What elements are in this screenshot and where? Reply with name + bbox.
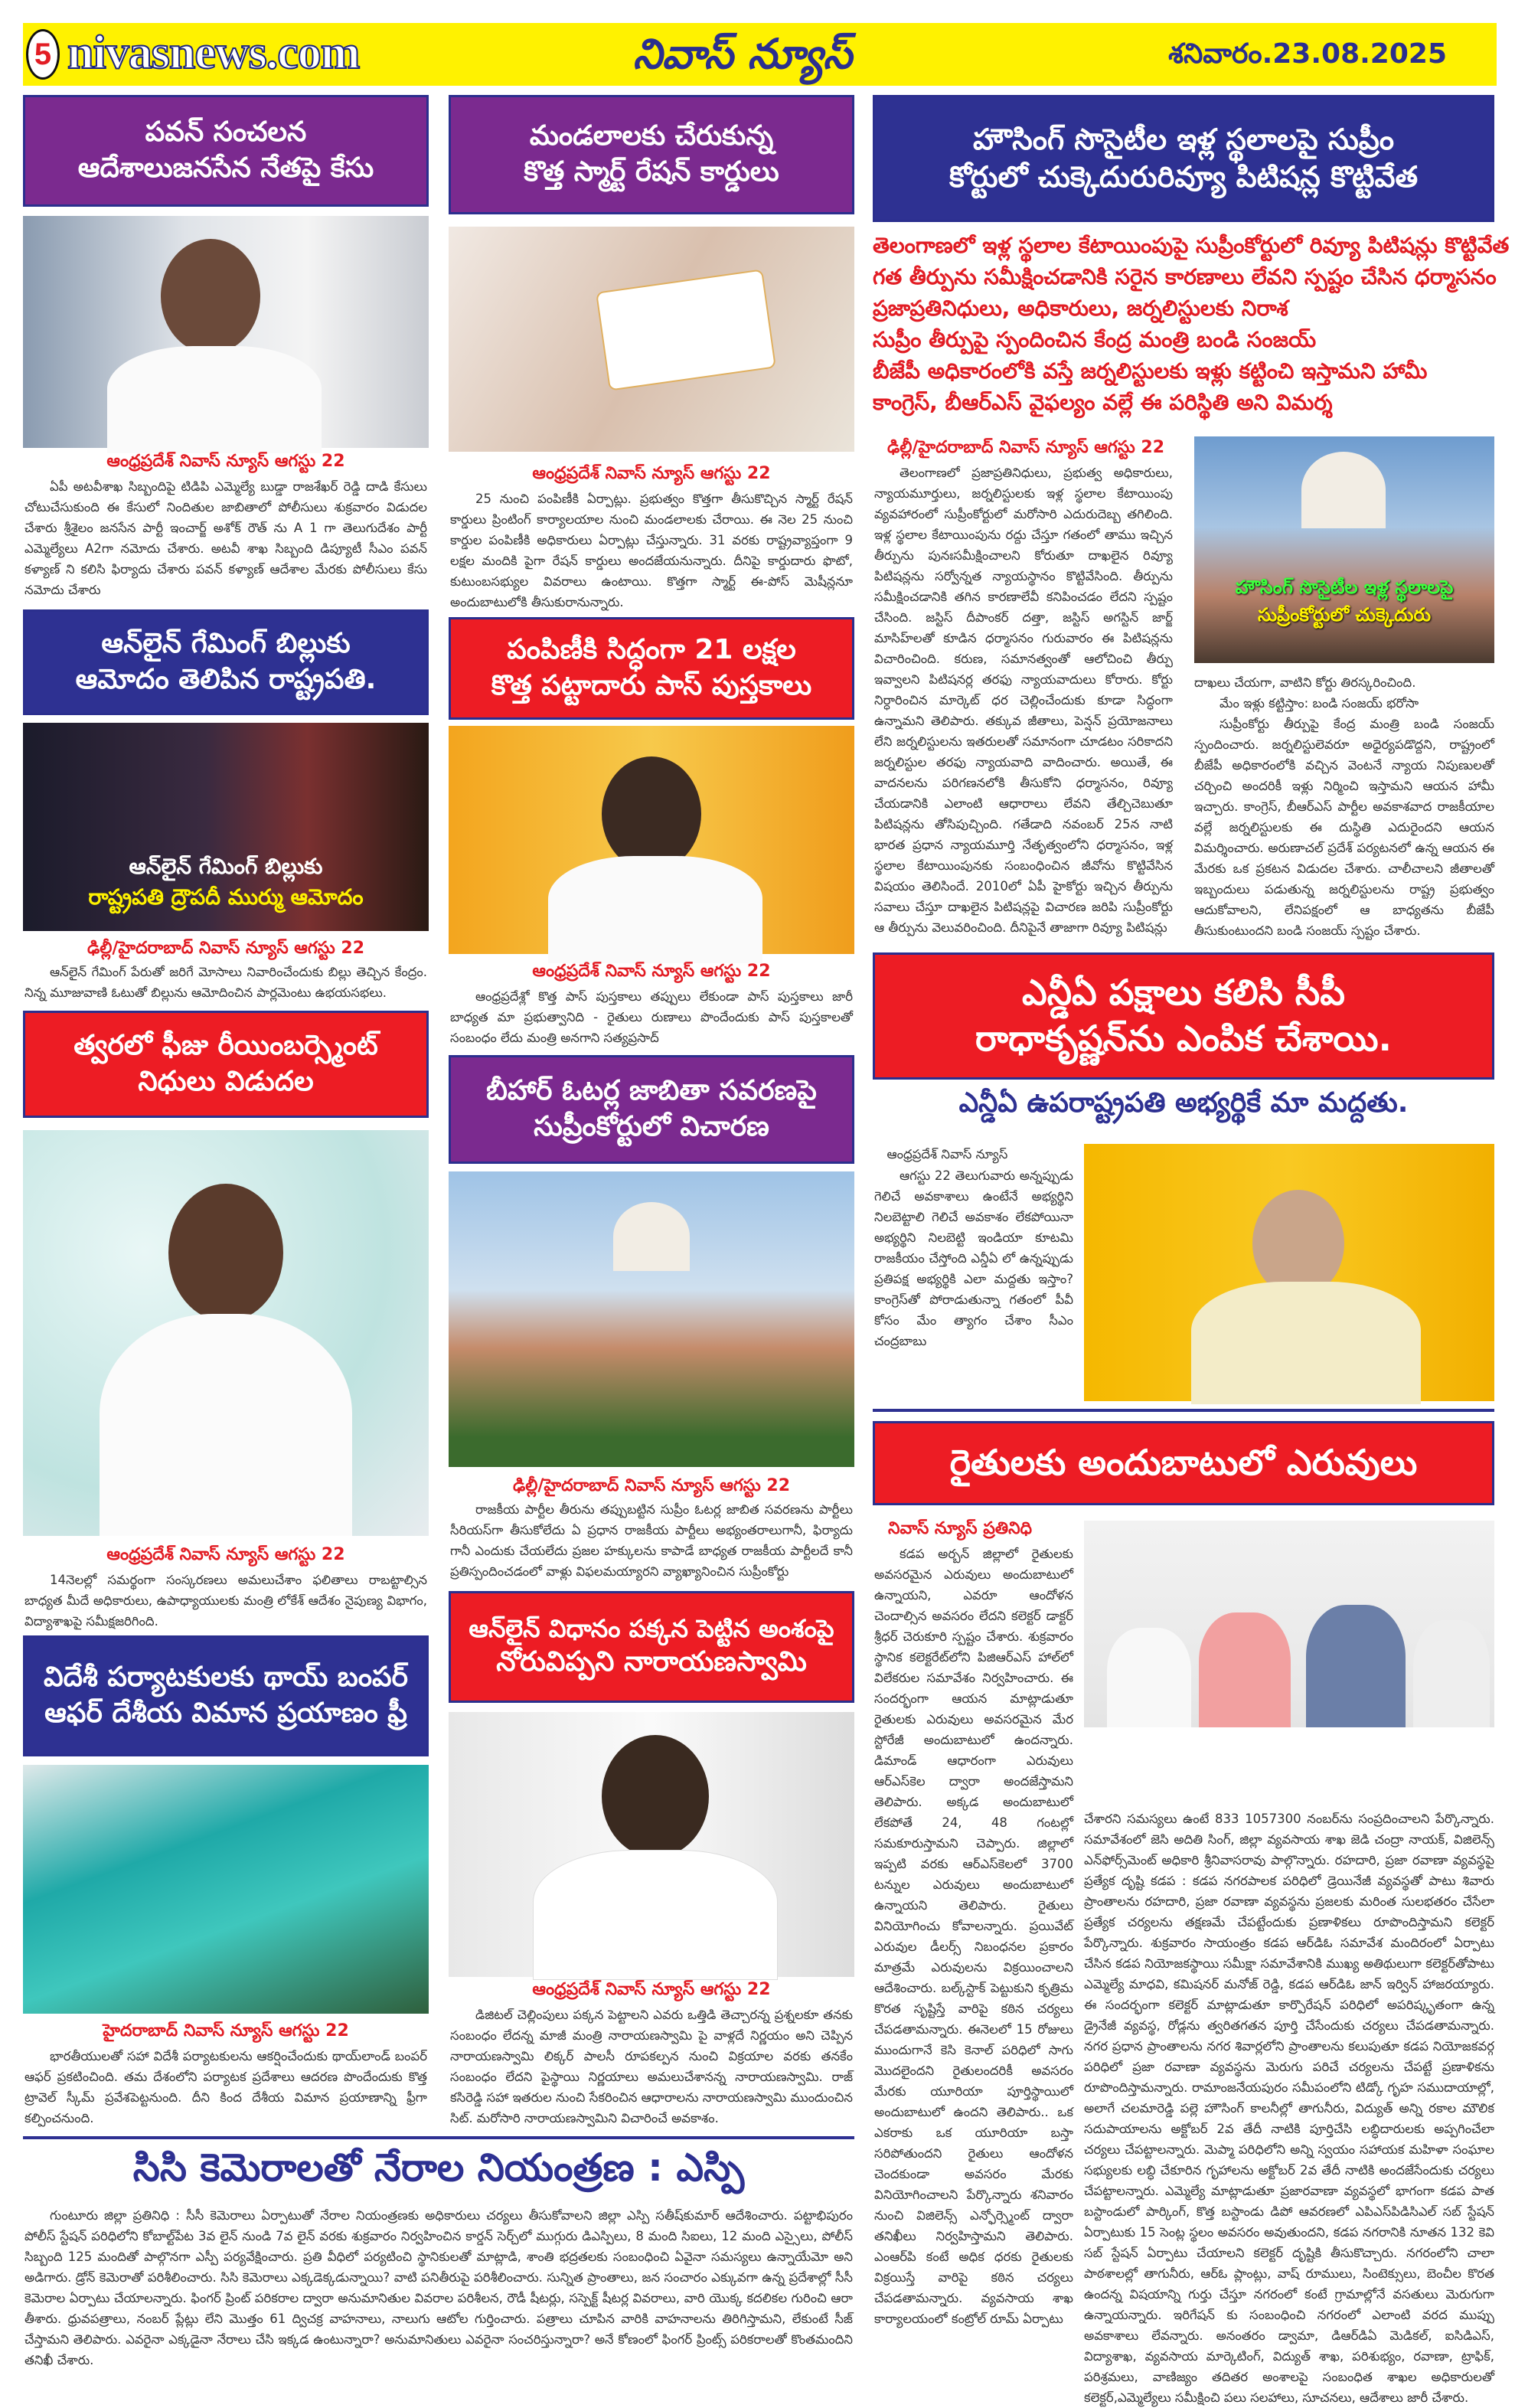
article-body: ఆంధ్రప్రదేశ్లో కొత్త పాస్ పుస్తకాలు తప్పులు లేకుండా పాస్ పుస్తకాలు జారీ బాధ్యత మా ప్రభుత్వానిది - రైతులు రుణాలు పొందేందుకు పాస్ పుస్తకాలతో సంబంధం లేదు మంత్రి అనగాని సత్యప్రసాద్ xyxy=(450,989,853,1045)
headline-line: ఆఫర్ దేశీయ విమాన ప్రయాణం ఫ్రీ xyxy=(44,1697,407,1729)
article-body: దాఖలు చేయగా, వాటిని కోర్టు తిరస్కరించింది. xyxy=(1194,675,1416,690)
headline-bihar-voters xyxy=(449,1055,854,1164)
headline-line: ఆదేశాలుజనసేన నేతపై కేసు xyxy=(77,152,374,184)
gaming-photo xyxy=(23,723,429,931)
headline-cc-cameras: సిసి కెమెరాలతో నేరాల నియంత్రణ : ఎస్పి xyxy=(132,2145,745,2190)
article-body: ఆన్‌లైన్ గేమింగ్ పేరుతో జరిగే మోసాలు నివారించేందుకు బిల్లు తెచ్చిన కేంద్రం. నిన్న మూజువాణి ఓటుతో బిల్లును ఆమోదించిన పార్లమెంటు ఉభయసభలు. xyxy=(24,965,427,1000)
article-body: ఆగస్టు 22 తెలుగువారు అన్నప్పుడు గెలిచే అవకాశాలు ఉంటేనే అభ్యర్థిని నిలబెట్టాలి గెలిచే అవకాశం లేకపోయినా అభ్యర్థిని నిలబెట్టి ఇండియా కూటమి రాజకీయం చేస్తోంది ఎన్డీఏ లో ఉన్నప్పుడు ప్రతిపక్ష అభ్యర్థికి ఎలా మద్దతు ఇస్తాం? కాంగ్రెస్‌తో పోరాడుతున్నా గతంలో పీవీ కోసం మేం త్యాగం చేశాం సీఎం చంద్రబాబు xyxy=(874,1168,1073,1348)
headline-line: పంపిణీకి సిద్ధంగా 21 లక్షల xyxy=(507,634,796,666)
subhead: కాంగ్రెస్, బీఆర్ఎస్ వైఫల్యం వల్లే ఈ పరిస్థితి అని విమర్శ xyxy=(873,390,1333,415)
ration-card-photo xyxy=(449,227,854,452)
supreme-court-photo xyxy=(449,1171,854,1467)
headline-housing-societies xyxy=(873,95,1494,222)
dateline: ఢిల్లీ/హైదరాబాద్ నివాస్ న్యూస్ ఆగస్టు 22 xyxy=(87,939,365,958)
headline-pawan xyxy=(23,95,429,207)
headline-line: కొత్త పట్టాదారు పాస్ పుస్తకాలు xyxy=(491,670,812,701)
article-body: చేశారని సమస్యలు ఉంటే 833 1057300 నంబర్‌ను సంప్రదించాలని పేర్కొన్నారు. సమావేశంలో జెసి అదితి సింగ్, జిల్లా వ్యవసాయ శాఖ జెడి చంద్రా నాయక్, విజిలెన్స్ ఎన్‌ఫోర్స్‌మెంట్ అధికారి శ్రీనివాసరావు పాల్గొన్నారు. రహదారి, ప్రజా రవాణా వ్యవస్థపై ప్రత్యేక దృష్టి కడప : కడప నగరపాలక పరిధిలో డ్రెయినేజీ వ్యవస్థతో పాటు శివారు ప్రాంతాలను రహదారి, ప్రజా రవాణా వ్యవస్థను ప్రజలకు మరింత సులభతరం చేసేలా ప్రత్యేక చర్యలను తక్షణమే చేపట్టేందుకు ప్రణాళికలు రూపొందిస్తామని కలెక్టర్ పేర్కొన్నారు. శుక్రవారం సాయంత్రం కడప ఆర్‌డిఓ సమావేశ మందిరంలో ఏర్పాటు చేసిన కడప నియోజకస్థాయి సమీక్షా సమావేశానికి ముఖ్య అతిథులుగా కలెక్టర్‌తోపాటు ఎమ్మెల్యే మాధవి, కమిషనర్ మనోజ్ రెడ్డి, కడప ఆర్‌డిఓ జాన్ ఇర్విన్ హాజరయ్యారు. ఈ సందర్భంగా కలెక్టర్ మాట్లాడుతూ కార్పొరేషన్ పరిధిలో అపరిష్కృతంగా ఉన్న డ్రైనేజీ వ్యవస్థ, రోడ్లను త్వరితగతన పూర్తి చేసేందుకు చర్యలు చేపడతామన్నారు. నగర ప్రధాన ప్రాంతాలను నగర శివార్లలోని ప్రాంతాలను కలుపుతూ కడప నియోజకవర్గ పరిధిలో ప్రజా రవాణా వ్యవస్థను మెరుగు పరిచే చర్యలను చేపట్టే ప్రణాళికను రూపొందిస్తామన్నారు. రామాంజనేయపురం సమీపంలోని టిడ్కో గృహ సముదాయాల్లో, అలాగే చలమారెడ్డి పల్లె హౌసింగ్ కాలనీల్లో తాగునీరు, విద్యుత్ అన్ని రకాల మౌలిక సదుపాయాలను అక్టోబర్ 2వ తేదీ నాటికి పూర్తిచేసి లబ్ధిదారులకు అప్పగించేలా చర్యలు చేపట్టాలన్నారు. మెప్మా పరిధిలోని అన్ని స్వయం సహాయక మహిళా సంఘాల సభ్యులకు లబ్ధి చేకూరిన గృహాలను అక్టోబర్ 2వ తేదీ నాటికి అందజేసేందుకు చర్యలు చేపట్టాలన్నారు. ఎమ్మెల్యే మాట్లాడుతూ ప్రజారవాణా వ్యవస్థలో భాగంగా కడప పాత బస్టాండులో పార్కింగ్, కొత్త బస్టాండు డిపో ఆవరణలో ఎపిఎస్‌పిడిసిఎల్ సబ్ స్టేషన్ ఏర్పాటుకు 15 సెంట్ల స్థలం అవసరం అవుతుందని, కడప నగరానికి నూతన 132 కెవి సబ్ స్టేషన్ ఏర్పాటు చేయాలని కలెక్టర్ దృష్టికి తీసుకొచ్చారు. నగరంలోని చాలా పాఠశాలల్లో తాగునీరు, ఆర్ఓ ప్లాంట్లు, వాష్ రూములు, సింటెక్సులు, బెంచీల కొరత ఉందన్న విషయాన్ని గుర్తు చేస్తూ నగరంలో కంటే గ్రామాల్లోనే వసతులు మెరుగుగా ఉన్నాయన్నారు. ఇరిగేషన్ కు సంబంధించి నగరంలో ఎలాంటి వరద ముప్పు అవకాశాలు లేవన్నారు. అనంతరం డ్వామా, డిఆర్‌డిఏ మెడికల్, ఐసిడిఎస్, విద్యాశాఖ, వ్యవసాయ మార్కెటింగ్, విద్యుత్ శాఖ, పరిశుభ్యం, రవాణా, ట్రాఫిక్, పరిశ్రమలు, వాణిజ్యం తదితర అంశాలపై సంబంధిత శాఖల అధికారులతో కలెక్టర్,ఎమ్మెల్యేలు సమీక్షించి పలు సలహాలు, సూచనలు, ఆదేశాలు జారీ చేశారు. xyxy=(1084,1812,1494,2405)
headline-nda-radhakrishnan xyxy=(873,952,1494,1080)
headline-line: ఎన్డీఏ పక్షాలు కలిసి సీపీ xyxy=(1022,972,1345,1014)
dateline: ఆంధ్రప్రదేశ్ నివాస్ న్యూస్ ఆగస్టు 22 xyxy=(532,464,771,483)
dateline: ఆంధ్రప్రదేశ్ నివాస్ న్యూస్ ఆగస్టు 22 xyxy=(106,452,345,471)
headline-line: నిధులు విడుదల xyxy=(138,1066,314,1097)
press-meet-photo xyxy=(1084,1521,1494,1799)
dateline: నివాస్ న్యూస్ ప్రతినిధి xyxy=(888,1519,1033,1538)
article-body: రాజకీయ పార్టీల తీరును తప్పుబట్టిన సుప్రీం ఓటర్ల జాబిత సవరణను పార్టీలు సీరియస్‌గా తీసుకోలేదు ఏ ప్రధాన రాజకీయ పార్టీలు అభ్యంతరాలుగానీ, ఫిర్యాదు గానీ ఎందుకు చేయలేదు ప్రజల హక్కులను కాపాడే బాధ్యత రాజకీయ పార్టీలదే కానీ ప్రతిస్పందించడంలో వాళ్లు విఫలమయ్యారని వ్యాఖ్యానించిన సుప్రీంకోర్టు xyxy=(450,1502,853,1579)
headline-narayanaswamy xyxy=(449,1591,854,1703)
headline-line: సుప్రీంకోర్టులో విచారణ xyxy=(534,1111,769,1142)
article-body: 14నెలల్లో సమర్థంగా సంస్కరణలు అమలుచేశాం ఫలితాలు రాబట్టాల్సిన బాధ్యత మీదే అధికారులు, ఉపాధ్యాయులకు మంత్రి లోకేశ్ ఆదేశం నైపుణ్య విభాగం, విద్యాశాఖపై సమీక్షజరిగింది. xyxy=(24,1573,427,1629)
article-body: తెలంగాణలో ప్రజాప్రతినిధులు, ప్రభుత్వ అధికారులు, న్యాయమూర్తులు, జర్నలిస్టులకు ఇళ్ల స్థలాల కేటాయింపు వ్యవహారంలో సుప్రీంకోర్టులో మరోసారి ఎదురుదెబ్బ తగిలింది. ఇళ్ల స్థలాల కేటాయింపును రద్దు చేస్తూ గతంలో తాము ఇచ్చిన తీర్పును పునఃసమీక్షించాలని కోరుతూ దాఖలైన రివ్యూ పిటిషన్లను సర్వోన్నత న్యాయస్థానం కొట్టివేసింది. తీర్పును సమీక్షించడానికి తగిన కారణాలేవీ కనిపించడం లేదని స్పష్టం చేసింది. జస్టిస్ దీపాంకర్ దత్తా, జస్టిస్ అగస్టిన్ జార్జ్ మాసిహ్‌లతో కూడిన ధర్మాసనం గురువారం ఈ పిటిషన్లను విచారించింది. కరుణ, సమానత్వంతో ఆలోచించి తీర్పు ఇవ్వాలని పిటిషనర్ల తరఫు న్యాయవాదులు కోరారు. కోర్టు నిర్ధారించిన మార్కెట్ ధర చెల్లించేందుకు కూడా సిద్ధంగా ఉన్నామని తెలిపారు. తక్కువ జీతాలు, పెన్షన్ ప్రయోజనాలు లేని జర్నలిస్టులను ఇతరులతో సమానంగా చూడటం సరికాదని జర్నలిస్టుల తరఫు న్యాయవాది వాదించారు. అయితే, ఈ వాదనలను పరిగణనలోకి తీసుకోని ధర్మాసనం, రివ్యూ చేయడానికి ఎలాంటి ఆధారాలు లేవని తేల్చిచెబుతూ పిటిషన్లను తోసిపుచ్చింది. గతేడాది నవంబర్ 25న నాటి భారత ప్రధాన న్యాయమూర్తి నేతృత్వంలోని ధర్మాసనం, ఇళ్ల స్థలాల కేటాయింపునకు సంబంధించిన జీవోను కొట్టివేసిన విషయం తెలిసిందే. 2010లో ఏపీ హైకోర్టు ఇచ్చిన తీర్పును సవాలు చేస్తూ దాఖలైన పిటిషన్లపై విచారణ జరిపి సుప్రీంకోర్టు ఆ తీర్పును వెలువరించింది. దీనిపైనే తాజాగా రివ్యూ పిటిషన్లు xyxy=(874,466,1173,935)
subhead: ప్రజాప్రతినిధులు, అధికారులు, జర్నలిస్టులకు నిరాశ xyxy=(873,296,1288,321)
headline-fee-reimbursement xyxy=(23,1011,429,1118)
headline-line: పవన్ సంచలన xyxy=(145,116,307,149)
issue-date: శనివారం.23.08.2025 xyxy=(1168,38,1447,70)
article-body: భారతీయులతో సహా విదేశీ పర్యాటకులను ఆకర్షించేందుకు థాయ్‌లాండ్ బంపర్ ఆఫర్ ప్రకటించింది. తమ దేశంలోని పర్యాటక ప్రదేశాలు ఆదరణ పొందేందుకు కొత్త ట్రావెల్ స్కీమ్ ప్రవేశపెట్టనుంది. దీని కింద దేశీయ విమాన ప్రయాణాన్ని ఫ్రీగా కల్పించనుంది. xyxy=(24,2049,427,2125)
article-body: ఏపీ అటవీశాఖ సిబ్బందిపై టిడిపి ఎమ్మెల్యే బుడ్డా రాజశేఖర్ రెడ్డి దాడి కేసులు చోటుచేసుకుంది ఈ కేసులో నిందితుల జాబితాలో పోలీసులు శుక్రవారం విడుదల చేశారు శ్రీశైలం జనసేన పార్టీ ఇంచార్జ్ అశోక్ రౌత్ ను A 1 గా తెలుగుదేశం పార్టీ ఎమ్మెల్యేలు A2గా నమోదు చేశారు. అటవీ శాఖ సిబ్బంది డిప్యూటీ సీఎం పవన్ కళ్యాణ్ ని కలిసి ఫిర్యాదు చేశారు పవన్ కళ్యాణ్ ఆదేశాల మేరకు పోలీసులు కేసు నమోదు చేశారు xyxy=(24,479,427,597)
image-caption: సుప్రీంకోర్టులో చుక్కెదురు xyxy=(1257,604,1431,626)
headline-line: రైతులకు అందుబాటులో ఎరువులు xyxy=(949,1442,1418,1484)
headline-fertilizers xyxy=(873,1421,1494,1505)
headline-line: త్వరలో ఫీజు రీయింబర్స్మెంట్ xyxy=(73,1030,378,1062)
pawan-photo xyxy=(23,216,429,448)
subheads xyxy=(873,230,1510,418)
article-body: 25 నుంచి పంపిణీకి ఏర్పాట్లు. ప్రభుత్వం కొత్తగా తీసుకొచ్చిన స్మార్ట్ రేషన్ కార్డులు ప్రింటింగ్ కార్యాలయాల నుంచి మండలాలకు చేరాయి. ఈ నెల 25 నుంచి కార్డుల పంపిణీకి అధికారులు ఏర్పాట్లు చేస్తున్నారు. 31 వరకు రాష్ట్రవ్యాప్తంగా 9 లక్షల మందికి పైగా రేషన్ కార్డులు అందజేయనున్నారు. దీనిపై కార్డుదారు ఫొటో, కుటుంబసభ్యుల వివరాలు ఉంటాయి. కొత్తగా స్మార్ట్ ఈ-పోస్ మెషీన్లనూ అందుబాటులోకి తీసుకురానున్నారు. xyxy=(450,492,853,609)
image-caption: ఆన్‌లైన్ గేమింగ్ బిల్లుకు xyxy=(129,854,323,879)
supreme-court-photo xyxy=(1194,436,1494,663)
headline-pass-books xyxy=(449,617,854,720)
lokesh-photo xyxy=(23,1130,429,1536)
dateline: ఆంధ్రప్రదేశ్ నివాస్ న్యూస్ ఆగస్టు 22 xyxy=(532,1980,771,1999)
subhead: సుప్రీం తీర్పుపై స్పందించిన కేంద్ర మంత్రి బండి సంజయ్ xyxy=(873,327,1317,352)
beach-photo xyxy=(23,1765,429,2014)
page-number: 5 xyxy=(26,29,60,80)
headline-line: హౌసింగ్ సొసైటీల ఇళ్ల స్థలాలపై సుప్రీం xyxy=(972,122,1395,156)
divider xyxy=(873,1409,1494,1412)
article-body: గుంటూరు జిల్లా ప్రతినిధి : సీసీ కెమెరాలు ఏర్పాటుతో నేరాల నియంత్రణకు అధికారులు చర్యలు తీసుకోవాలని జిల్లా ఎస్పి సతీష్‌కుమార్ ఆదేశించారు. పట్టాభిపురం పోలీస్ స్టేషన్ పరిధిలోని కోబాల్ట్‌పేట 3వ లైన్ నుండి 7వ లైన్ వరకు శుక్రవారం నిర్వహించిన కార్డన్ సెర్చ్‌లో ముగ్గురు డిఎస్పిలు, 8 మంది సిఐలు, 12 మంది ఎస్సైలు, పోలీస్ సిబ్బంది 125 మందితో పాల్గొనగా ఎస్పీ పర్యవేక్షించారు. ప్రతి వీధిలో పర్యటించి స్థానికులతో మాట్లాడి, శాంతి భద్రతలకు సంబంధించి ఏవైనా సమస్యలు ఉన్నాయేమో అని అడిగారు. డ్రోన్ కెమెరాతో పరిశీలించారు. సిసి కెమెరాలు ఎక్కడెక్కడున్నాయి? వాటి పనితీరుపై పరిశీలించారు. సున్నిత ప్రాంతాలు, జన సంచారం ఎక్కువగా ఉన్న ప్రదేశాల్లో సీసీ కెమెరాల ఏర్పాటు చేయాలన్నారు. ఫింగర్ ప్రింట్ పరికరాల ద్వారా అనుమానితుల వివరాల పరిశీలన, రౌడీ షీటర్లు, సస్పెక్ట్ షీటర్ల వివరాలు, వారి యొక్క కదలికల గురించి ఆరా తీశారు. ధ్రువపత్రాలు, నంబర్ ప్లేట్లు లేని మొత్తం 61 ద్విచక్ర వాహనాలు, నాలుగు ఆటోల గుర్తించారు. పత్రాలు చూపిన వారికి వాహనాలను తిరిగిస్తామని, లేకుంటే సీజ్ చేస్తామని తెలిపారు. ఎవరైనా ఎక్కడైనా నేరాలు చేసి ఇక్కడ ఉంటున్నారా? అనుమానితులు ఎవరైనా సంచరిస్తున్నారా? అనే కోణంలో ఫింగర్ ప్రింట్స్ పరికరాలతో కొంతమందిని తనిఖీ చేశారు. xyxy=(24,2208,854,2367)
headline-line: రాధాకృష్ణన్‌ను ఎంపిక చేశాయి. xyxy=(975,1018,1392,1059)
dateline: ఆంధ్రప్రదేశ్ నివాస్ న్యూస్ ఆగస్టు 22 xyxy=(106,1545,345,1564)
headline-line: బీహార్ ఓటర్ల జాబితా సవరణపై xyxy=(486,1075,817,1107)
chandrababu-photo xyxy=(1084,1144,1494,1401)
subhead: ఎన్డీఏ ఉపరాష్ట్రపతి అభ్యర్థికే మా మద్దతు. xyxy=(958,1087,1409,1119)
image-caption: హౌసింగ్ సొసైటీల ఇళ్ల స్థలాలపై xyxy=(1235,577,1454,598)
headline-line: ఆన్‌లైన్ విధానం పక్కన పెట్టిన అంశంపై xyxy=(469,1613,834,1643)
article-body-right xyxy=(1194,672,1494,946)
dateline: ఆంధ్రప్రదేశ్ నివాస్ న్యూస్ ఆగస్టు 22 xyxy=(532,962,771,981)
headline-line: ఆమోదం తెలిపిన రాష్ట్రపతి. xyxy=(75,664,377,695)
minister-photo xyxy=(449,726,854,954)
headline-thailand-offer xyxy=(23,1635,429,1756)
article-body: సుప్రీంకోర్టు తీర్పుపై కేంద్ర మంత్రి బండి సంజయ్ స్పందించారు. జర్నలిస్టులెవరూ అధైర్యపడొద్దని, రాష్ట్రంలో బీజేపీ అధికారంలోకి వచ్చిన వెంటనే న్యాయ నిపుణులతో చర్చించి అందరికీ ఇళ్లు నిర్మించి ఇస్తామని ఆయన హామీ ఇచ్చారు. కాంగ్రెస్, బీఆర్ఎస్ పార్టీల అవకాశవాద రాజకీయాల వల్లే జర్నలిస్టులకు ఈ దుస్థితి ఎదురైందని ఆయన విమర్శించారు. అరుణాచల్ ప్రదేశ్ పర్యటనలో ఉన్న ఆయన ఈ మేరకు ఒక ప్రకటన విడుదల చేశారు. చాలీచాలని జీతాలతో ఇబ్బందులు పడుతున్న జర్నలిస్టులను రాష్ట్ర ప్రభుత్వం ఆదుకోవాలని, లేనిపక్షంలో ఆ బాధ్యతను బీజేపీ తీసుకుంటుందని బండి సంజయ్ స్పష్టం చేశారు. xyxy=(1194,717,1494,938)
article-body: కడప అర్బన్ జిల్లాలో రైతులకు అవసరమైన ఎరువులు అందుబాటులో ఉన్నాయని, ఎవరూ ఆందోళన చెందాల్సిన అవసరం లేదని కలెక్టర్ డాక్టర్ శ్రీధర్ చెరుకూరి స్పష్టం చేశారు. శుక్రవారం స్థానిక కలెక్టరేట్‌లోని పిజిఆర్ఎస్ హాల్‌లో విలేకరుల సమావేశం నిర్వహించారు. ఈ సందర్భంగా ఆయన మాట్లాడుతూ రైతులకు ఎరువులు అవసరమైన మేర స్టోరేజీ అందుబాటులో ఉందన్నారు. డిమాండ్ ఆధారంగా ఎరువులు ఆర్ఎస్‌కెల ద్వారా అందజేస్తామని తెలిపారు. అక్కడ అందుబాటులో లేకపోతే 24, 48 గంటల్లో సమకూరుస్తామని చెప్పారు. జిల్లాలో ఇప్పటి వరకు ఆర్ఎస్‌కెలలో 3700 టన్నుల ఎరువులు అందుబాటులో ఉన్నాయని తెలిపారు. రైతులు వినియోగించు కోవాలన్నారు. ప్రయివేట్ ఎరువుల డీలర్స్ నిబంధనల ప్రకారం మాత్రమే ఎరువులను విక్రయించాలని ఆదేశించారు. బల్క్‌స్టాక్ పెట్టుకుని కృత్రిమ కొరత సృష్టిస్తే వారిపై కఠిన చర్యలు చేపడతామన్నారు. ఈనెలలో 15 రోజులు ముందుగానే కెసి కెనాల్ పరిధిలో సాగు మొదలైందని రైతులందరికీ అవసరం మేరకు యూరియా పూర్తిస్థాయిలో అందుబాటులో ఉందని తెలిపారు.. ఒక ఎకరాకు ఒక యూరియా బస్తా సరిపోతుందని రైతులు ఆందోళన చెందకుండా అవసరం మేరకు వినియోగించాలని పేర్కొన్నారు శనివారం నుంచి విజిలెన్స్ ఎన్ఫోర్స్మెంట్ ద్వారా తనిఖీలు నిర్వహిస్తామని తెలిపారు. ఎంఆర్‌పి కంటే అధిక ధరకు రైతులకు విక్రయిస్తే వారిపై కఠిన చర్యలు చేపడతామన్నారు. వ్యవసాయ శాఖ కార్యాలయంలో కంట్రోల్ రూమ్ ఏర్పాటు xyxy=(874,1547,1073,2326)
dateline: ఆంధ్రప్రదేశ్ నివాస్ న్యూస్ xyxy=(886,1147,1008,1162)
subhead: తెలంగాణలో ఇళ్ల స్థలాల కేటాయింపుపై సుప్రీంకోర్టులో రివ్యూ పిటిషన్లు కొట్టివేత xyxy=(873,233,1510,258)
headline-line: ఆన్‌లైన్ గేమింగ్ బిల్లుకు xyxy=(101,628,351,660)
divider xyxy=(23,2136,854,2139)
article-subhead: మేం ఇళ్లు కట్టిస్తాం: బండి సంజయ్ భరోసా xyxy=(1220,696,1419,711)
dateline: ఢిల్లీ/హైదరాబాద్ నివాస్ న్యూస్ ఆగస్టు 22 xyxy=(512,1476,791,1495)
headline-line: కోర్టులో చుక్కెదురురివ్యూ పిటిషన్ల కొట్టివేత xyxy=(949,160,1419,194)
dateline: హైదరాబాద్ నివాస్ న్యూస్ ఆగస్టు 22 xyxy=(103,2021,349,2040)
narayanaswamy-photo xyxy=(449,1712,854,1977)
dateline: ఢిల్లీ/హైదరాబాద్ నివాస్ న్యూస్ ఆగస్టు 22 xyxy=(886,438,1165,457)
headline-line: విదేశీ పర్యాటకులకు థాయ్ బంపర్ xyxy=(44,1661,408,1694)
headline-ration-cards xyxy=(449,95,854,214)
image-caption: రాష్ట్రపతి ద్రౌపదీ ముర్ము ఆమోదం xyxy=(88,884,364,910)
newspaper-title: నివాస్ న్యూస్ xyxy=(632,30,853,78)
headline-line: మండలాలకు చేరుకున్న xyxy=(529,120,774,152)
headline-line: నోరువిప్పని నారాయణస్వామి xyxy=(496,1646,807,1678)
headline-line: కొత్త స్మార్ట్ రేషన్ కార్డులు xyxy=(524,156,779,188)
site-name[interactable]: nivasnews.com xyxy=(67,27,360,79)
headline-online-gaming xyxy=(23,609,429,715)
subhead: బీజేపీ అధికారంలోకి వస్తే జర్నలిస్టులకు ఇళ్లు కట్టించి ఇస్తామని హామీ xyxy=(873,358,1428,384)
article-body: డిజిటల్ చెల్లింపులు పక్కన పెట్టాలని ఎవరు ఒత్తిడి తెచ్చారన్న ప్రశ్నలకూ తనకు సంబంధం లేదన్న మాజీ మంత్రి నారాయణస్వామి పై వాళ్లదే నిర్ణయం అని చెప్పిన నారాయణస్వామి లిక్కర్ పాలసీ రూపకల్పన నుంచి విక్రయాల వరకు తనకేం సంబంధం లేదని పైస్థాయి నిర్ణయాలు అమలుచేశానన్న నారాయణస్వామి. రాజ్ కసిరెడ్డి సహా ఇతరుల నుంచి సేకరించిన ఆధారాలను నారాయణస్వామి ముందుంచిన సిట్. మరోసారి నారాయణస్వామిని విచారించే అవకాశం. xyxy=(450,2008,853,2125)
subhead: గత తీర్పును సమీక్షించడానికి సరైన కారణాలు లేవని స్పష్టం చేసిన ధర్మాసనం xyxy=(873,264,1497,289)
